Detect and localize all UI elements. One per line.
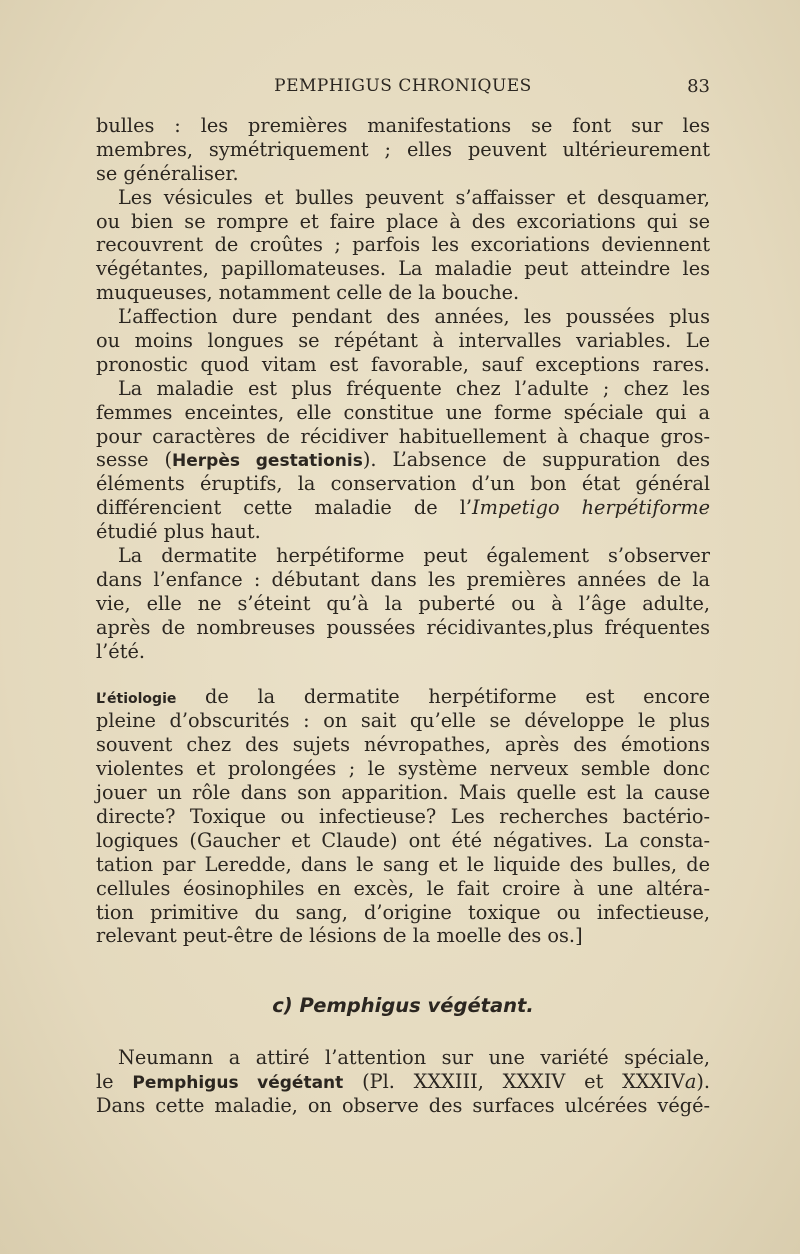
text-segment: le	[96, 1070, 133, 1094]
term-impetigo-herpetiforme: Impetigo herpétiforme	[472, 496, 710, 520]
text-line: pronostic quod vitam est favorable, sauf exceptions rares.	[96, 352, 710, 376]
body-text	[96, 114, 710, 1118]
text-line: vie, elle ne s’éteint qu’à la puberté ou à l’âge adulte,	[96, 591, 710, 615]
text-line: souvent chez des sujets névropathes, après des émotions	[96, 733, 710, 757]
text-line: La dermatite herpétiforme peut également s’observer	[118, 544, 710, 568]
text-line: ou bien se rompre et faire place à des excoriations qui se	[96, 209, 710, 233]
section-heading: c) Pemphigus végétant.	[272, 994, 534, 1018]
term-etiologie: L’étiologie	[96, 691, 177, 708]
text-segment: différencient cette maladie de l’	[96, 496, 473, 520]
page-header	[96, 76, 710, 102]
text-line: végétantes, papillomateuses. La maladie peut atteindre les	[96, 257, 710, 281]
text-line	[96, 685, 710, 709]
text-line: étudié plus haut.	[96, 520, 261, 544]
text-line: jouer un rôle dans son apparition. Mais quelle est la cause	[96, 781, 710, 805]
text-line: tion primitive du sang, d’origine toxique ou infectieuse,	[96, 900, 710, 924]
text-segment: (Pl. XXXIII, XXXIV et XXXIV	[343, 1070, 685, 1094]
text-line: se généraliser.	[96, 161, 239, 185]
text-line: ou moins longues se répétant à intervalles variables. Le	[96, 329, 710, 353]
text-line: bulles : les premières manifestations se font sur les	[96, 114, 710, 137]
text-line: pleine d’obscurités : on sait qu’elle se développe le plus	[96, 709, 710, 733]
text-line: pour caractères de récidiver habituellement à chaque gros-	[96, 424, 710, 448]
text-line: relevant peut-être de lésions de la moelle des os.]	[96, 924, 583, 948]
text-line: dans l’enfance : débutant dans les premières années de la	[96, 567, 710, 591]
text-line	[96, 496, 710, 520]
text-line	[96, 448, 710, 472]
text-line: directe? Toxique ou infectieuse? Les recherches bactério-	[96, 804, 710, 828]
term-pemphigus-vegetant: Pemphigus végétant	[132, 1073, 344, 1094]
text-line: logiques (Gaucher et Claude) ont été négatives. La consta-	[96, 828, 710, 852]
text-line: éléments éruptifs, la conservation d’un bon état général	[96, 472, 710, 496]
text-line: après de nombreuses poussées récidivantes,plus fréquentes	[96, 615, 710, 639]
text-line: recouvrent de croûtes ; parfois les excoriations deviennent	[96, 233, 710, 257]
term-herpes-gestationis: Herpès gestationis	[172, 451, 363, 472]
text-line: l’été.	[96, 639, 145, 663]
text-line	[96, 1070, 710, 1094]
text-line: membres, symétriquement ; elles peuvent ultérieurement	[96, 137, 710, 161]
text-line: muqueuses, notamment celle de la bouche.	[96, 281, 520, 305]
text-segment: a	[684, 1070, 697, 1094]
text-segment: de la dermatite herpétiforme est encore	[176, 685, 710, 709]
text-segment: ).	[696, 1070, 710, 1094]
text-line: Les vésicules et bulles peuvent s’affaisser et desquamer,	[118, 185, 710, 209]
text-segment: sesse (	[96, 448, 173, 472]
text-segment: ). L’absence de suppuration des	[362, 448, 710, 472]
text-line: tation par Leredde, dans le sang et le liquide des bulles, de	[96, 852, 710, 876]
text-line: La maladie est plus fréquente chez l’adulte ; chez les	[118, 376, 710, 400]
text-line: femmes enceintes, elle constitue une forme spéciale qui a	[96, 400, 710, 424]
text-line: Dans cette maladie, on observe des surfaces ulcérées végé-	[96, 1094, 710, 1118]
text-line: violentes et prolongées ; le système nerveux semble donc	[96, 757, 710, 781]
text-line: L’affection dure pendant des années, les poussées plus	[118, 305, 710, 329]
text-line: cellules éosinophiles en excès, le fait croire à une altéra-	[96, 876, 710, 900]
running-title: PEMPHIGUS CHRONIQUES	[274, 76, 532, 96]
text-line: Neumann a attiré l’attention sur une variété spéciale,	[118, 1046, 710, 1070]
page-number: 83	[687, 76, 710, 97]
